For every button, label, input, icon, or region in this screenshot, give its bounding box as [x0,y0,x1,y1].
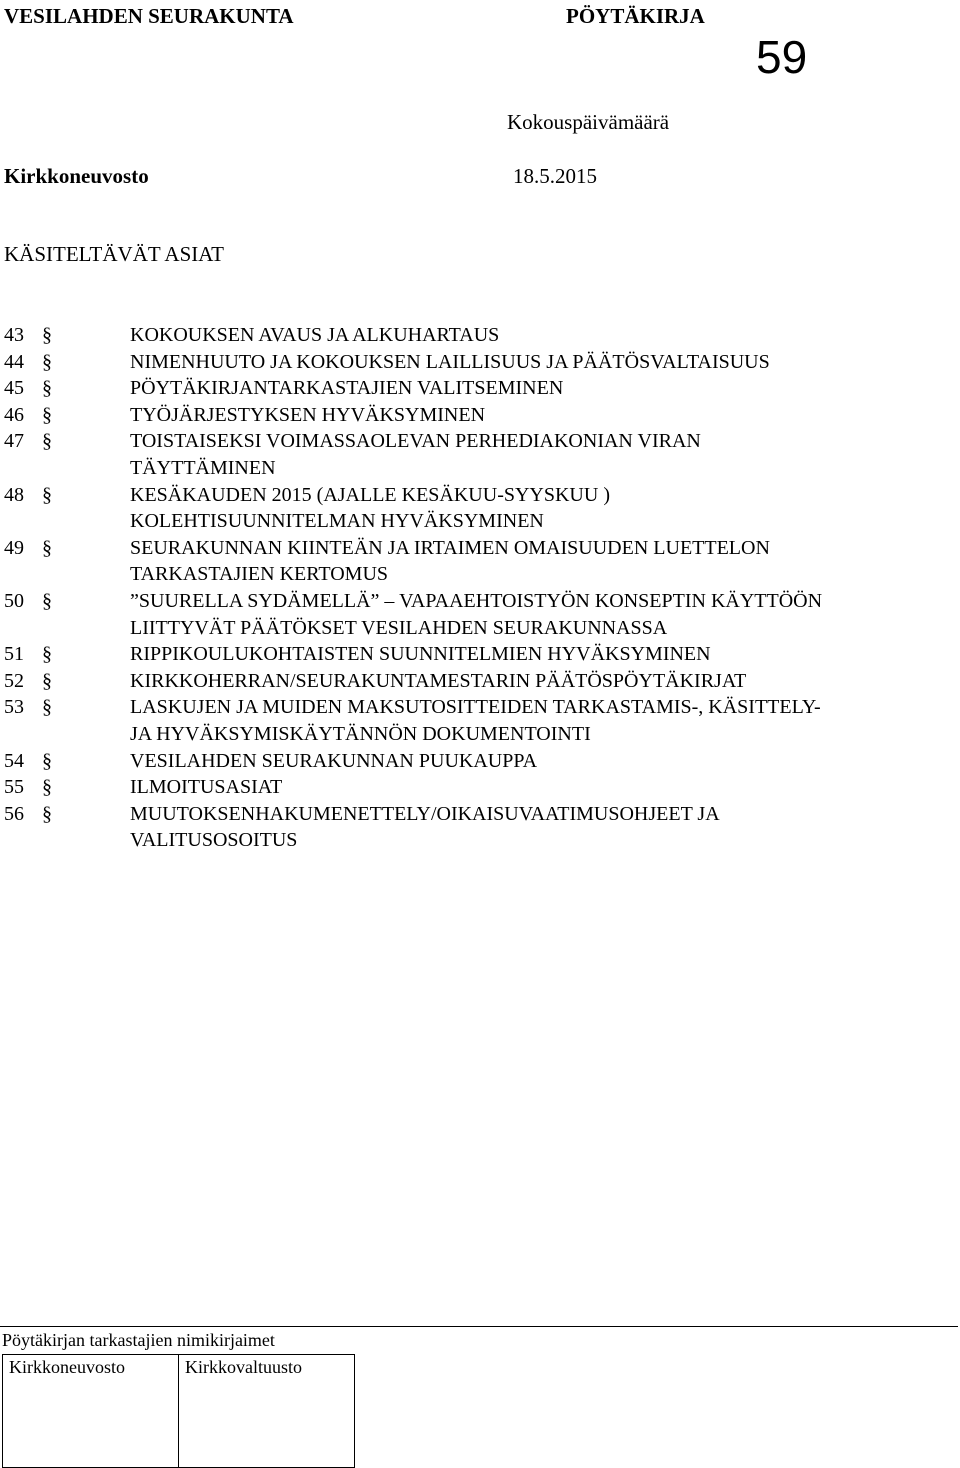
paragraph-icon: § [42,377,52,400]
agenda-item [4,428,944,481]
agenda-item-number: 44 [4,350,24,373]
agenda-item [4,641,944,668]
agenda-item [4,375,944,402]
agenda-item-title: VESILAHDEN SEURAKUNNAN PUUKAUPPA [130,749,538,772]
signature-box-kirkkovaltuusto [179,1355,355,1468]
agenda-item-title: ”SUURELLA SYDÄMELLÄ” – VAPAAEHTOISTYÖN KONSEPTIN KÄYTTÖÖN LIITTYVÄT PÄÄTÖKSET VESILAHDEN SEURAKUNNASSA [130,589,823,639]
agenda-item-number: 55 [4,776,24,799]
paragraph-icon: § [42,776,52,799]
agenda-item-number: 54 [4,749,24,772]
signature-box-label: Kirkkoneuvosto [9,1357,125,1377]
section-title: KÄSITELTÄVÄT ASIAT [4,242,224,266]
agenda-item [4,535,944,588]
meeting-date: 18.5.2015 [513,164,597,188]
paragraph-icon: § [42,802,52,825]
meeting-date-label: Kokouspäivämäärä [507,110,670,134]
paragraph-icon: § [42,403,52,426]
agenda-item-number: 52 [4,669,24,692]
agenda-item-title: LASKUJEN JA MUIDEN MAKSUTOSITTEIDEN TARKASTAMIS-, KÄSITTELY- JA HYVÄKSYMISKÄYTÄNNÖN DOKUMENTOINTI [130,696,821,745]
agenda-item-title: KIRKKOHERRAN/SEURAKUNTAMESTARIN PÄÄTÖSPÖYTÄKIRJAT [130,669,747,692]
agenda-item [4,349,944,376]
agenda-item [4,694,944,747]
agenda-item [4,588,944,641]
signature-box-kirkkoneuvosto [3,1355,179,1468]
agenda-item-number: 53 [4,696,24,719]
agenda-item-number: 51 [4,643,24,666]
signatures-label: Pöytäkirjan tarkastajien nimikirjaimet [2,1330,275,1350]
agenda-item-number: 46 [4,403,24,426]
agenda-item [4,402,944,429]
agenda-item-number: 45 [4,377,24,400]
agenda-item-title: KESÄKAUDEN 2015 (AJALLE KESÄKUU-SYYSKUU ) KOLEHTISUUNNITELMAN HYVÄKSYMINEN [130,483,610,533]
agenda-item-title: PÖYTÄKIRJANTARKASTAJIEN VALITSEMINEN [130,377,564,400]
paragraph-icon: § [42,536,52,559]
document-type: PÖYTÄKIRJA [566,4,705,28]
agenda-item-number: 49 [4,536,24,559]
paragraph-icon: § [42,324,52,346]
footer-divider [0,1326,958,1327]
signature-table [2,1354,355,1468]
page-number: 59 [756,31,808,83]
paragraph-icon: § [42,669,52,692]
agenda-item-number: 43 [4,324,24,346]
paragraph-icon: § [42,643,52,666]
agenda-item-title: KOKOUKSEN AVAUS JA ALKUHARTAUS [130,324,500,346]
agenda-item [4,482,944,535]
paragraph-icon: § [42,749,52,772]
agenda-item-title: RIPPIKOULUKOHTAISTEN SUUNNITELMIEN HYVÄKSYMINEN [130,643,711,666]
agenda-list [4,322,944,854]
paragraph-icon: § [42,483,52,506]
agenda-item-number: 56 [4,802,24,825]
agenda-item-title: SEURAKUNNAN KIINTEÄN JA IRTAIMEN OMAISUUDEN LUETTELON TARKASTAJIEN KERTOMUS [130,536,770,586]
agenda-item [4,774,944,801]
agenda-item [4,801,944,854]
agenda-item-title: MUUTOKSENHAKUMENETTELY/OIKAISUVAATIMUSOHJEET JA VALITUSOSOITUS [130,802,720,852]
agenda-item-number: 50 [4,589,24,612]
agenda-item-title: TYÖJÄRJESTYKSEN HYVÄKSYMINEN [130,403,486,426]
agenda-item-number: 47 [4,430,24,453]
agenda-item-title: TOISTAISEKSI VOIMASSAOLEVAN PERHEDIAKONIAN VIRAN TÄYTTÄMINEN [130,430,701,479]
paragraph-icon: § [42,696,52,719]
meeting-body: Kirkkoneuvosto [4,164,149,188]
agenda-item [4,668,944,695]
paragraph-icon: § [42,430,52,453]
paragraph-icon: § [42,589,52,612]
agenda-item [4,322,944,349]
agenda-item [4,748,944,775]
paragraph-icon: § [42,350,52,373]
agenda-item-number: 48 [4,483,24,506]
signature-box-label: Kirkkovaltuusto [185,1357,302,1377]
agenda-item-title: NIMENHUUTO JA KOKOUKSEN LAILLISUUS JA PÄÄTÖSVALTAISUUS [130,350,770,373]
agenda-item-title: ILMOITUSASIAT [130,776,283,799]
organization-name: VESILAHDEN SEURAKUNTA [4,4,294,28]
